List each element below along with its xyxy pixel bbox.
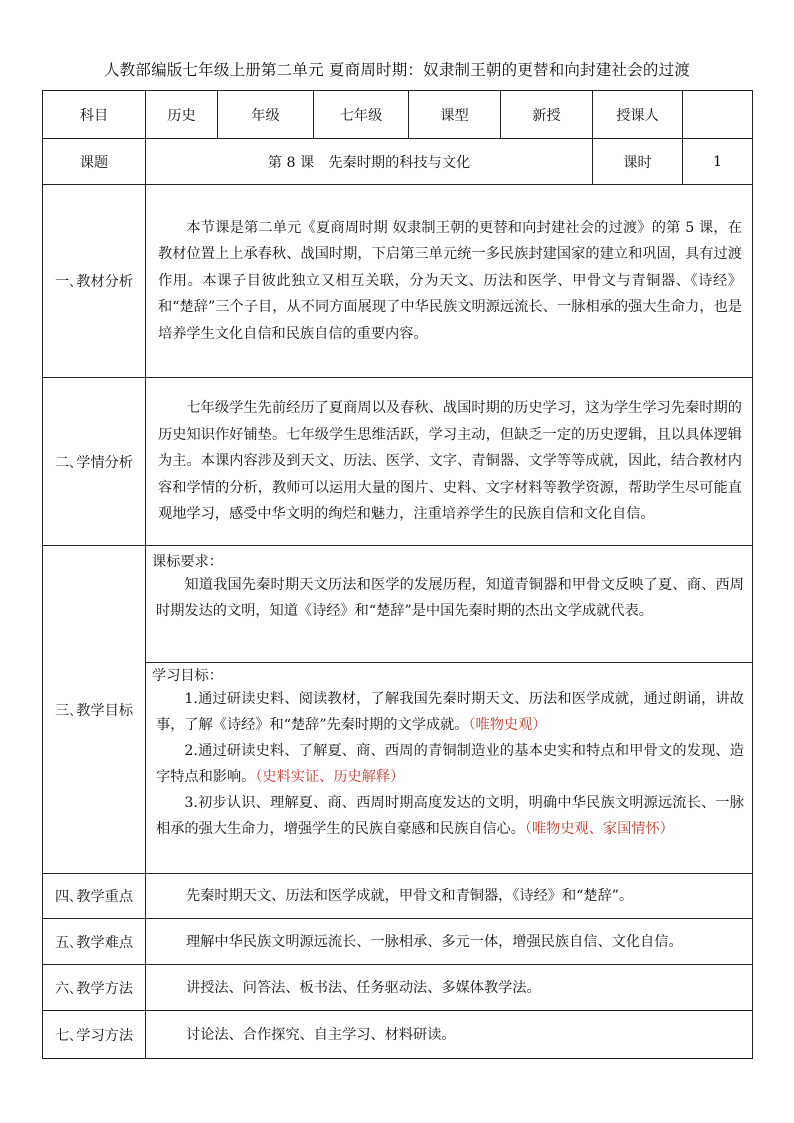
- grade-label: 年级: [218, 91, 314, 139]
- curriculum-standard-heading: 课标要求：: [152, 554, 223, 570]
- teacher-value: [683, 91, 753, 139]
- textbook-analysis-text: 本节课是第二单元《夏商周时期 奴隶制王朝的更替和向封建社会的过渡》的第 5 课，在教材位置上上承春秋、战国时期，下启第三单元统一多民族封建国家的建立和巩固，具有过渡作用。本课子目彼此独立又相互关联，分为天文、历法和医学、甲骨文与青铜器、《诗经》和“楚辞”三个子目，从不同方面展现了中华民族文明源远流长、一脉相承的强大生命力，也是培养学生文化自信和民族自信的重要内容。: [158, 219, 742, 342]
- learning-goals-row: [43, 663, 753, 874]
- curriculum-standard-cell: [146, 546, 753, 663]
- learning-goals-heading: 学习目标：: [152, 668, 223, 684]
- difficulties-label: 五､教学难点: [43, 919, 146, 965]
- difficulties-cell: [146, 919, 753, 965]
- textbook-analysis-cell: [146, 185, 753, 378]
- learning-methods-text: 讨论法、合作探究、自主学习、材料研读。: [186, 1026, 456, 1043]
- teaching-methods-cell: [146, 965, 753, 1011]
- learning-goal-2-text: 2.通过研读史料、了解夏、商、西周的青铜制造业的基本史实和特点和甲骨文的发现、造字特点和影响。: [156, 743, 744, 785]
- difficulties-row: [43, 919, 753, 965]
- header-row: [43, 91, 753, 139]
- learning-goal-2-tag: （史料实证、历史解释）: [255, 769, 405, 785]
- difficulties-text: 理解中华民族文明源远流长、一脉相承、多元一体，增强民族自信、文化自信。: [186, 933, 683, 950]
- learning-goal-1-tag: （唯物史观）: [468, 717, 547, 733]
- learning-methods-cell: [146, 1011, 753, 1059]
- key-points-text: 先秦时期天文、历法和医学成就，甲骨文和青铜器，《诗经》和“楚辞”。: [186, 888, 634, 904]
- learning-goal-3-tag: （唯物史观、家国情怀）: [524, 821, 674, 837]
- student-analysis-label: 二､学情分析: [43, 378, 146, 546]
- lesson-plan-table: [42, 90, 753, 1059]
- learning-goals-cell: [146, 663, 753, 874]
- curriculum-standard-text: 知道我国先秦时期天文历法和医学的发展历程，知道青铜器和甲骨文反映了夏、商、西周时期发达的文明，知道《诗经》和“楚辞”是中国先秦时期的杰出文学成就代表。: [156, 577, 744, 619]
- topic-label: 课题: [43, 139, 146, 185]
- teaching-methods-row: [43, 965, 753, 1011]
- learning-methods-label: 七､学习方法: [43, 1011, 146, 1059]
- key-points-label: 四､教学重点: [43, 874, 146, 919]
- hours-value: 1: [683, 139, 753, 185]
- learning-goal-1: [146, 686, 752, 738]
- topic-value: 第 8 课 先秦时期的科技与文化: [146, 139, 593, 185]
- student-analysis-row: [43, 378, 753, 546]
- teaching-methods-text: 讲授法、问答法、板书法、任务驱动法、多媒体教学法。: [186, 979, 541, 996]
- lesson-type-value: 新授: [501, 91, 593, 139]
- grade-value: 七年级: [314, 91, 409, 139]
- teaching-goals-label: 三､教学目标: [43, 546, 146, 874]
- key-points-cell: [146, 874, 753, 919]
- lesson-type-label: 课型: [409, 91, 501, 139]
- learning-methods-row: [43, 1011, 753, 1059]
- student-analysis-cell: [146, 378, 753, 546]
- textbook-analysis-row: [43, 185, 753, 378]
- learning-goal-3: [146, 790, 752, 842]
- learning-goal-1-text: 1.通过研读史料、阅读教材，了解我国先秦时期天文、历法和医学成就，通过朗诵，讲故事，了解《诗经》和“楚辞”先秦时期的文学成就。: [156, 691, 744, 733]
- hours-label: 课时: [593, 139, 683, 185]
- subject-label: 科目: [43, 91, 146, 139]
- student-analysis-text: 七年级学生先前经历了夏商周以及春秋、战国时期的历史学习，这为学生学习先秦时期的历史知识作好铺垫。七年级学生思维活跃，学习主动，但缺乏一定的历史逻辑，且以具体逻辑为主。本课内容涉及到天文、历法、医学、文字、青铜器、文学等等成就，因此，结合教材内容和学情的分析，教师可以运用大量的图片、史料、文字材料等教学资源，帮助学生尽可能直观地学习，感受中华文明的绚烂和魅力，注重培养学生的民族自信和文化自信。: [158, 400, 742, 523]
- learning-goal-3-text: 3.初步认识、理解夏、商、西周时期高度发达的文明，明确中华民族文明源远流长、一脉相承的强大生命力，增强学生的民族自豪感和民族自信心。: [156, 795, 744, 837]
- topic-row: [43, 139, 753, 185]
- textbook-analysis-label: 一､教材分析: [43, 185, 146, 378]
- teacher-label: 授课人: [593, 91, 683, 139]
- key-points-row: [43, 874, 753, 919]
- teaching-methods-label: 六､教学方法: [43, 965, 146, 1011]
- curriculum-standard-row: [43, 546, 753, 663]
- subject-value: 历史: [146, 91, 218, 139]
- learning-goal-2: [146, 738, 752, 790]
- document-title: 人教部编版七年级上册第二单元 夏商周时期：奴隶制王朝的更替和向封建社会的过渡: [103, 61, 691, 79]
